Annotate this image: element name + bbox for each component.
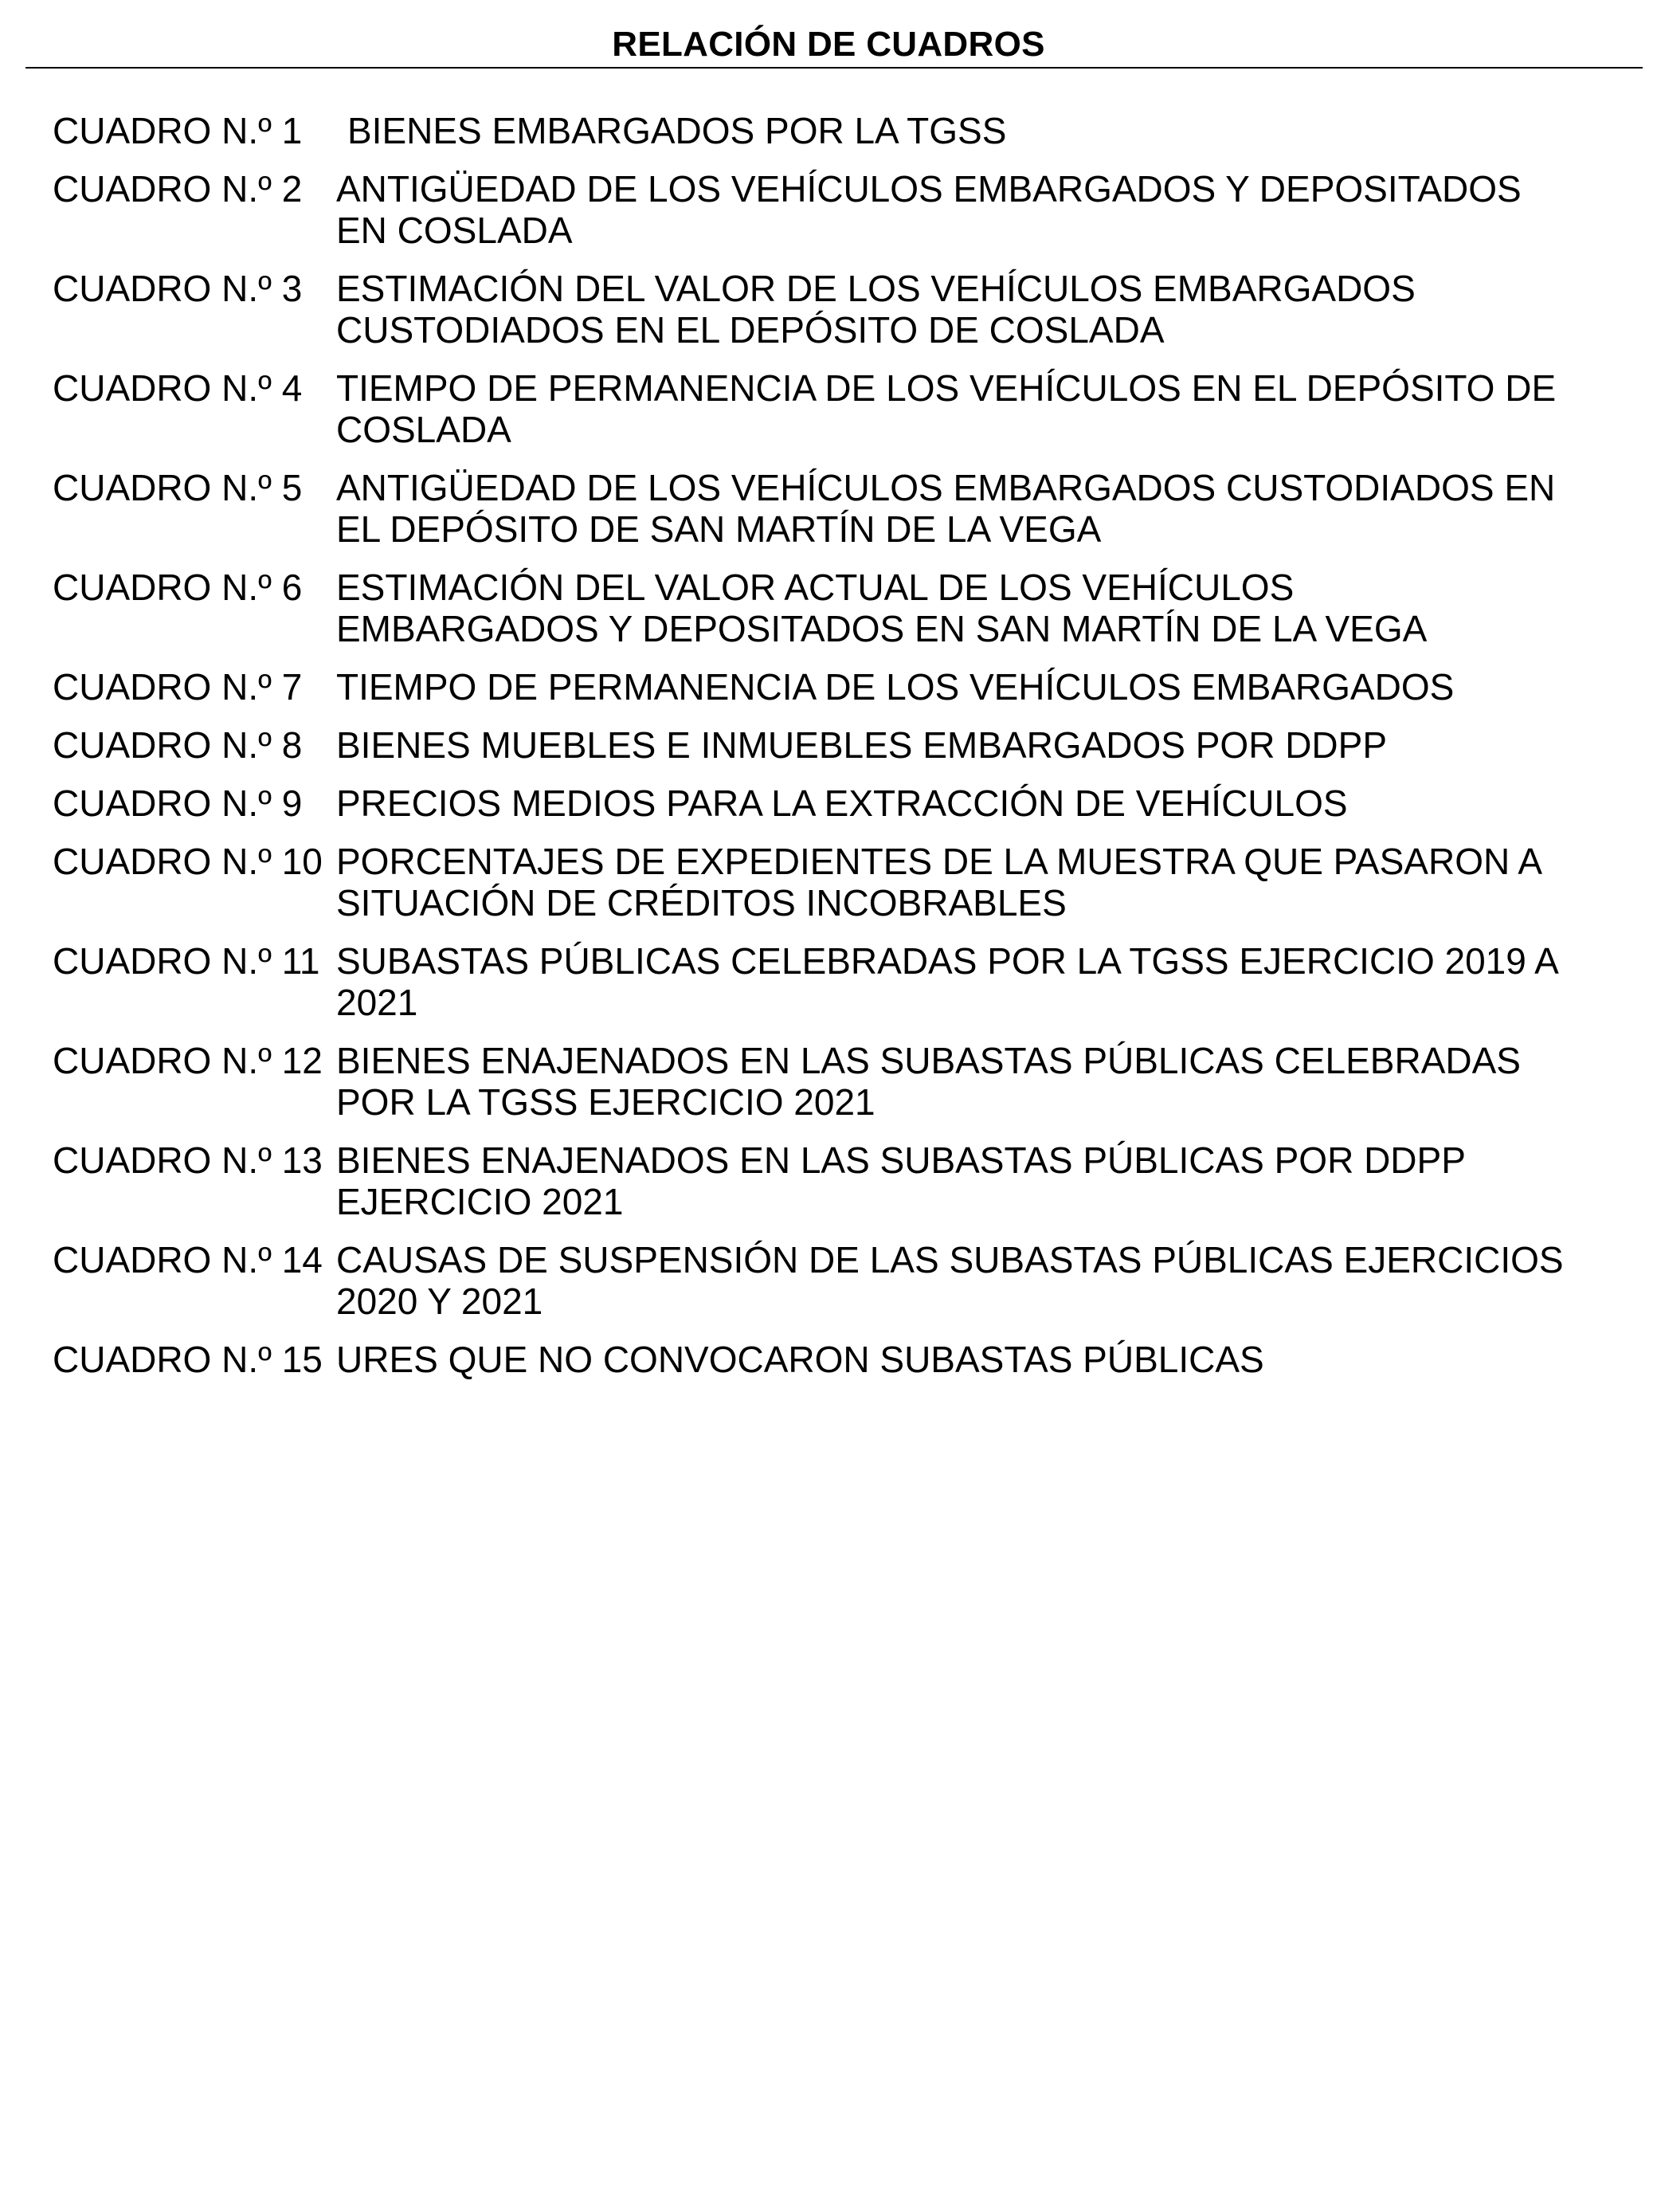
table-caption: ANTIGÜEDAD DE LOS VEHÍCULOS EMBARGADOS Y DEPOSITADOS EN COSLADA: [336, 168, 1522, 251]
table-entry-2: [53, 168, 1566, 251]
table-number: CUADRO N.º 10: [53, 841, 323, 882]
table-number: CUADRO N.º 7: [53, 666, 303, 708]
table-entry-7: [53, 666, 1566, 708]
table-number: CUADRO N.º 2: [53, 168, 303, 210]
title-underline: [25, 67, 1643, 69]
table-number: CUADRO N.º 14: [53, 1239, 323, 1281]
table-entry-6: [53, 567, 1566, 649]
page-title: RELACIÓN DE CUADROS: [612, 25, 1045, 64]
table-caption: BIENES EMBARGADOS POR LA TGSS: [347, 110, 1007, 151]
table-caption: ESTIMACIÓN DEL VALOR DE LOS VEHÍCULOS EMBARGADOS CUSTODIADOS EN EL DEPÓSITO DE COSLADA: [336, 268, 1416, 351]
table-entry-1: [53, 110, 1566, 151]
table-entry-5: [53, 467, 1566, 550]
table-entry-10: [53, 841, 1566, 924]
table-entry-14: [53, 1239, 1566, 1322]
table-entry-8: [53, 724, 1566, 766]
table-number: CUADRO N.º 8: [53, 724, 303, 766]
table-caption: BIENES ENAJENADOS EN LAS SUBASTAS PÚBLICAS CELEBRADAS POR LA TGSS EJERCICIO 2021: [336, 1040, 1521, 1123]
table-entry-4: [53, 367, 1566, 450]
table-caption: SUBASTAS PÚBLICAS CELEBRADAS POR LA TGSS EJERCICIO 2019 A 2021: [336, 940, 1557, 1023]
table-number: CUADRO N.º 5: [53, 467, 303, 508]
table-caption: TIEMPO DE PERMANENCIA DE LOS VEHÍCULOS EMBARGADOS: [336, 666, 1455, 708]
table-entry-3: [53, 268, 1566, 351]
table-entry-12: [53, 1040, 1566, 1123]
table-caption: TIEMPO DE PERMANENCIA DE LOS VEHÍCULOS EN EL DEPÓSITO DE COSLADA: [336, 367, 1557, 450]
table-number: CUADRO N.º 4: [53, 367, 303, 409]
table-number: CUADRO N.º 3: [53, 268, 303, 309]
table-caption: ANTIGÜEDAD DE LOS VEHÍCULOS EMBARGADOS CUSTODIADOS EN EL DEPÓSITO DE SAN MARTÍN DE LA VEGA: [336, 467, 1556, 550]
table-caption: CAUSAS DE SUSPENSIÓN DE LAS SUBASTAS PÚBLICAS EJERCICIOS 2020 Y 2021: [336, 1239, 1564, 1322]
table-caption: PRECIOS MEDIOS PARA LA EXTRACCIÓN DE VEHÍCULOS: [336, 782, 1348, 824]
table-caption: BIENES MUEBLES E INMUEBLES EMBARGADOS POR DDPP: [336, 724, 1387, 766]
table-number: CUADRO N.º 6: [53, 567, 303, 608]
table-number: CUADRO N.º 11: [53, 940, 320, 982]
table-number: CUADRO N.º 13: [53, 1139, 323, 1181]
table-entry-11: [53, 940, 1566, 1023]
table-entry-15: [53, 1339, 1566, 1380]
table-number: CUADRO N.º 9: [53, 782, 303, 824]
table-number: CUADRO N.º 12: [53, 1040, 323, 1081]
table-caption: PORCENTAJES DE EXPEDIENTES DE LA MUESTRA QUE PASARON A SITUACIÓN DE CRÉDITOS INCOBRABLES: [336, 841, 1541, 924]
table-caption: URES QUE NO CONVOCARON SUBASTAS PÚBLICAS: [336, 1339, 1264, 1380]
table-number: CUADRO N.º 1: [53, 110, 303, 151]
table-caption: BIENES ENAJENADOS EN LAS SUBASTAS PÚBLICAS POR DDPP EJERCICIO 2021: [336, 1139, 1466, 1222]
table-caption: ESTIMACIÓN DEL VALOR ACTUAL DE LOS VEHÍCULOS EMBARGADOS Y DEPOSITADOS EN SAN MARTÍN DE LA VEGA: [336, 567, 1428, 649]
table-entry-9: [53, 782, 1566, 824]
table-list: [53, 110, 1566, 1397]
table-number: CUADRO N.º 15: [53, 1339, 323, 1380]
table-entry-13: [53, 1139, 1566, 1222]
